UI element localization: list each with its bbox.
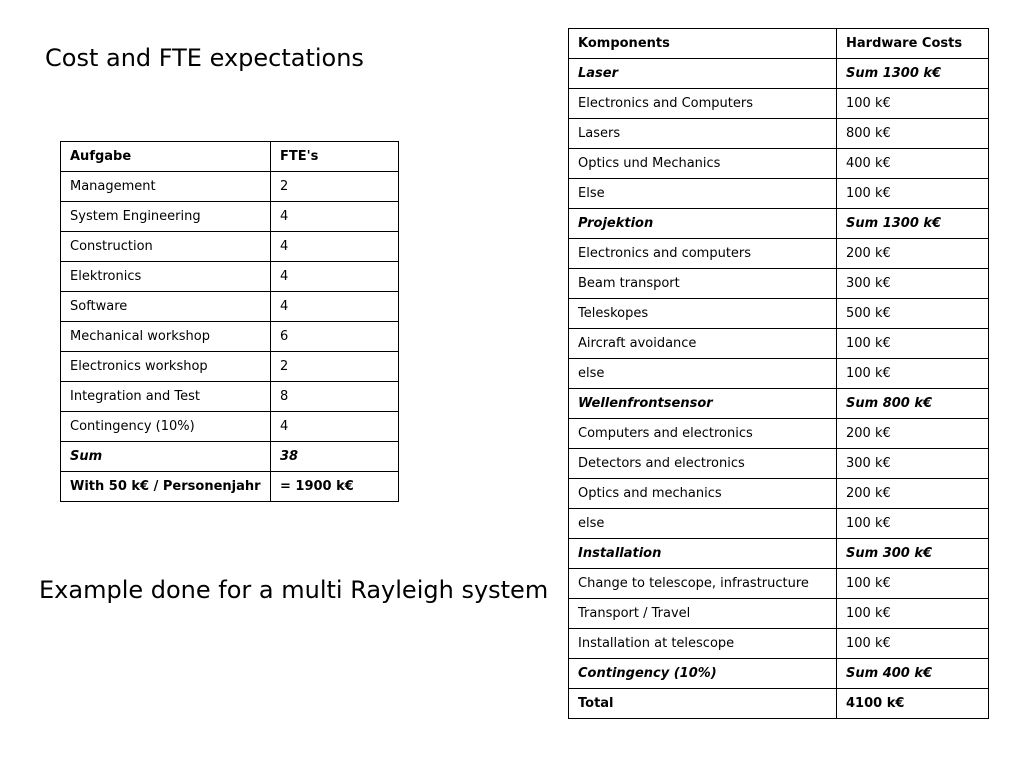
fte-cell: 2 bbox=[271, 352, 399, 382]
column-header-task: Aufgabe bbox=[61, 142, 271, 172]
task-cell: Mechanical workshop bbox=[61, 322, 271, 352]
component-cell: Projektion bbox=[569, 209, 837, 239]
cost-cell: 400 k€ bbox=[837, 149, 989, 179]
component-cell: Installation bbox=[569, 539, 837, 569]
cost-cell: 100 k€ bbox=[837, 509, 989, 539]
cost-cell: 100 k€ bbox=[837, 359, 989, 389]
table-row bbox=[569, 359, 989, 389]
component-cell: Detectors and electronics bbox=[569, 449, 837, 479]
component-cell: Electronics and computers bbox=[569, 239, 837, 269]
component-cell: Electronics and Computers bbox=[569, 89, 837, 119]
cost-cell: Sum 300 k€ bbox=[837, 539, 989, 569]
cost-cell: Sum 1300 k€ bbox=[837, 59, 989, 89]
cost-cell: 300 k€ bbox=[837, 449, 989, 479]
component-cell: Lasers bbox=[569, 119, 837, 149]
table-row bbox=[569, 89, 989, 119]
cost-cell: 300 k€ bbox=[837, 269, 989, 299]
table-row bbox=[61, 262, 399, 292]
component-cell: Change to telescope, infrastructure bbox=[569, 569, 837, 599]
cost-cell: 200 k€ bbox=[837, 239, 989, 269]
table-row bbox=[569, 479, 989, 509]
table-header-row bbox=[61, 142, 399, 172]
total-value: = 1900 k€ bbox=[271, 472, 399, 502]
component-cell: Beam transport bbox=[569, 269, 837, 299]
table-row bbox=[61, 352, 399, 382]
component-cell: Else bbox=[569, 179, 837, 209]
fte-cell: 4 bbox=[271, 202, 399, 232]
component-cell: Transport / Travel bbox=[569, 599, 837, 629]
cost-cell: 100 k€ bbox=[837, 89, 989, 119]
table-row bbox=[569, 299, 989, 329]
group-sum-row bbox=[569, 389, 989, 419]
table-row bbox=[569, 119, 989, 149]
group-sum-row bbox=[569, 659, 989, 689]
group-sum-row bbox=[569, 539, 989, 569]
sum-value: 38 bbox=[271, 442, 399, 472]
sum-row bbox=[61, 442, 399, 472]
table-row bbox=[61, 232, 399, 262]
cost-cell: 800 k€ bbox=[837, 119, 989, 149]
component-cell: Computers and electronics bbox=[569, 419, 837, 449]
cost-cell: 100 k€ bbox=[837, 329, 989, 359]
table-row bbox=[569, 449, 989, 479]
task-cell: Management bbox=[61, 172, 271, 202]
component-cell: Optics and mechanics bbox=[569, 479, 837, 509]
table-row bbox=[569, 239, 989, 269]
table-row bbox=[61, 382, 399, 412]
group-sum-row bbox=[569, 59, 989, 89]
cost-cell: 500 k€ bbox=[837, 299, 989, 329]
fte-table bbox=[60, 141, 399, 502]
table-row bbox=[569, 419, 989, 449]
hardware-cost-table bbox=[568, 28, 989, 719]
total-row bbox=[569, 689, 989, 719]
task-cell: Construction bbox=[61, 232, 271, 262]
table-row bbox=[569, 329, 989, 359]
component-cell: Optics und Mechanics bbox=[569, 149, 837, 179]
total-value: 4100 k€ bbox=[837, 689, 989, 719]
table-row bbox=[61, 202, 399, 232]
table-row bbox=[61, 292, 399, 322]
component-cell: Teleskopes bbox=[569, 299, 837, 329]
table-row bbox=[569, 149, 989, 179]
cost-cell: 100 k€ bbox=[837, 179, 989, 209]
component-cell: Contingency (10%) bbox=[569, 659, 837, 689]
task-cell: Integration and Test bbox=[61, 382, 271, 412]
column-header-fte: FTE's bbox=[271, 142, 399, 172]
table-row bbox=[61, 322, 399, 352]
component-cell: else bbox=[569, 359, 837, 389]
component-cell: Laser bbox=[569, 59, 837, 89]
cost-cell: Sum 1300 k€ bbox=[837, 209, 989, 239]
component-cell: Installation at telescope bbox=[569, 629, 837, 659]
task-cell: Software bbox=[61, 292, 271, 322]
column-header-cost: Hardware Costs bbox=[837, 29, 989, 59]
cost-cell: Sum 400 k€ bbox=[837, 659, 989, 689]
table-row bbox=[569, 269, 989, 299]
cost-cell: 100 k€ bbox=[837, 599, 989, 629]
component-cell: else bbox=[569, 509, 837, 539]
table-row bbox=[569, 569, 989, 599]
fte-cell: 4 bbox=[271, 262, 399, 292]
fte-cell: 2 bbox=[271, 172, 399, 202]
total-label: Total bbox=[569, 689, 837, 719]
table-row bbox=[569, 629, 989, 659]
cost-cell: 100 k€ bbox=[837, 629, 989, 659]
cost-cell: 200 k€ bbox=[837, 479, 989, 509]
fte-cell: 6 bbox=[271, 322, 399, 352]
cost-cell: 200 k€ bbox=[837, 419, 989, 449]
total-row bbox=[61, 472, 399, 502]
task-cell: Contingency (10%) bbox=[61, 412, 271, 442]
task-cell: Electronics workshop bbox=[61, 352, 271, 382]
fte-cell: 4 bbox=[271, 292, 399, 322]
cost-cell: 100 k€ bbox=[837, 569, 989, 599]
group-sum-row bbox=[569, 209, 989, 239]
fte-cell: 8 bbox=[271, 382, 399, 412]
table-row bbox=[569, 599, 989, 629]
cost-cell: Sum 800 k€ bbox=[837, 389, 989, 419]
example-caption: Example done for a multi Rayleigh system bbox=[39, 576, 549, 604]
table-row bbox=[61, 412, 399, 442]
total-label: With 50 k€ / Personenjahr bbox=[61, 472, 271, 502]
table-row bbox=[61, 172, 399, 202]
task-cell: System Engineering bbox=[61, 202, 271, 232]
table-row bbox=[569, 509, 989, 539]
component-cell: Wellenfrontsensor bbox=[569, 389, 837, 419]
table-header-row bbox=[569, 29, 989, 59]
fte-cell: 4 bbox=[271, 412, 399, 442]
column-header-component: Komponents bbox=[569, 29, 837, 59]
sum-label: Sum bbox=[61, 442, 271, 472]
page-title: Cost and FTE expectations bbox=[45, 44, 364, 72]
task-cell: Elektronics bbox=[61, 262, 271, 292]
fte-cell: 4 bbox=[271, 232, 399, 262]
component-cell: Aircraft avoidance bbox=[569, 329, 837, 359]
table-row bbox=[569, 179, 989, 209]
